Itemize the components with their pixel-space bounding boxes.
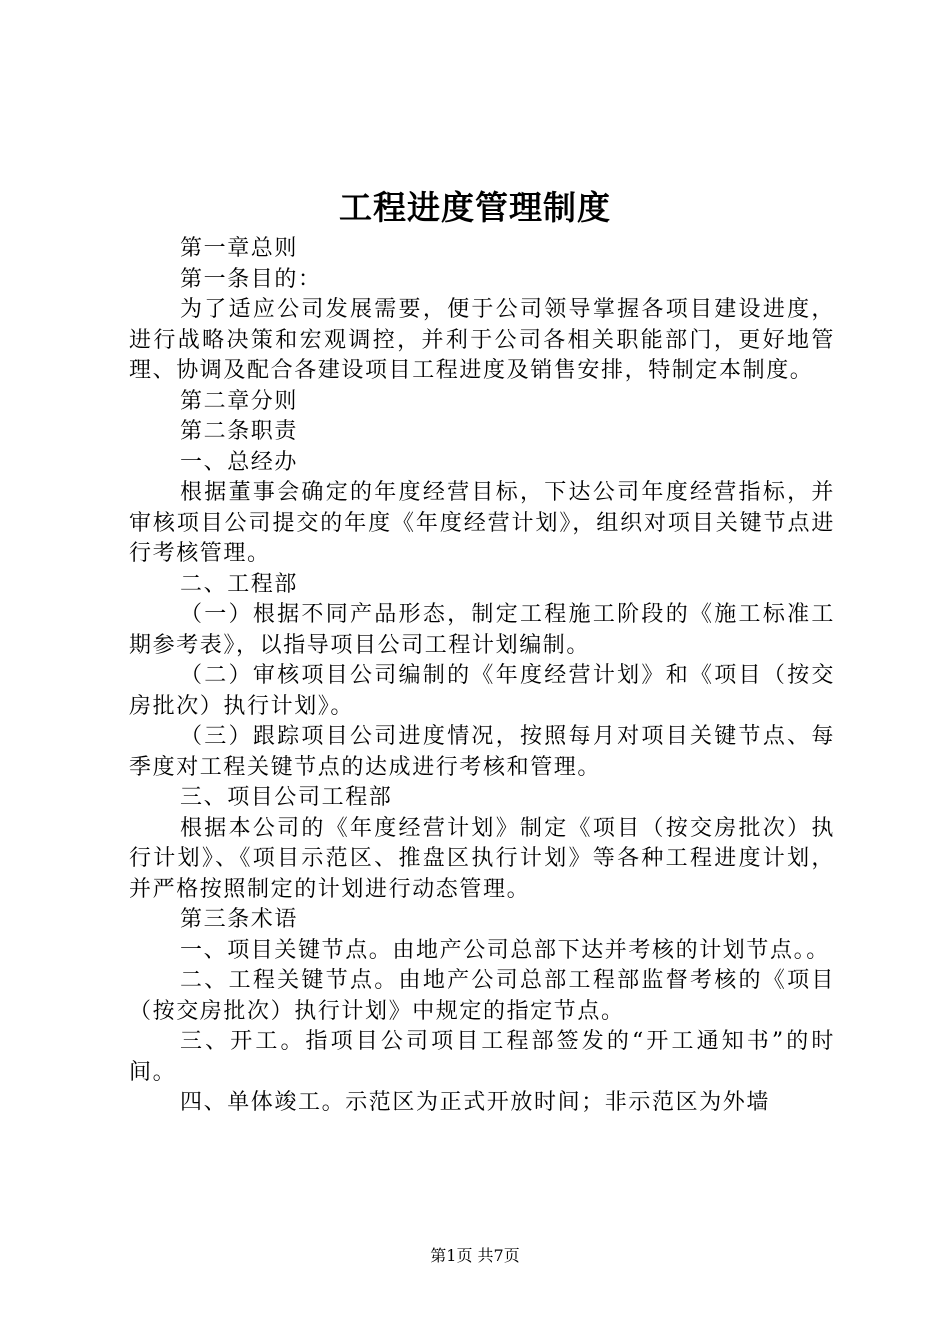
list-item: （二）审核项目公司编制的《年度经营计划》和《项目（按交房批次）执行计划》。 <box>129 663 835 719</box>
term-item: 三、开工。指项目公司项目工程部签发的“开工通知书”的时间。 <box>129 1029 835 1085</box>
section-heading: 三、项目公司工程部 <box>180 785 393 810</box>
term-item: 二、工程关键节点。由地产公司总部工程部监督考核的《项目（按交房批次）执行计划》中规定的指定节点。 <box>129 968 835 1024</box>
article-heading: 第三条术语 <box>180 907 299 932</box>
paragraph: 根据本公司的《年度经营计划》制定《项目（按交房批次）执行计划》、《项目示范区、推盘区执行计划》等各种工程进度计划，并严格按照制定的计划进行动态管理。 <box>129 815 835 902</box>
paragraph: 根据董事会确定的年度经营目标，下达公司年度经营指标，并审核项目公司提交的年度《年度经营计划》，组织对项目关键节点进行考核管理。 <box>129 480 835 566</box>
list-item: （三）跟踪项目公司进度情况，按照每月对项目关键节点、每季度对工程关键节点的达成进行考核和管理。 <box>129 724 835 780</box>
list-item: （一）根据不同产品形态，制定工程施工阶段的《施工标准工期参考表》，以指导项目公司工程计划编制。 <box>129 602 835 658</box>
chapter-heading: 第二章分则 <box>180 388 299 414</box>
document-title: 工程进度管理制度 <box>339 188 611 227</box>
document-body <box>129 234 835 1119</box>
article-heading: 第一条目的： <box>180 266 322 292</box>
term-item: 四、单体竣工。示范区为正式开放时间；非示范区为外墙 <box>180 1090 771 1115</box>
page-footer: 第1页 共7页 <box>430 1246 520 1265</box>
article-heading: 第二条职责 <box>180 419 299 444</box>
chapter-heading: 第一章总则 <box>180 236 299 261</box>
paragraph: 为了适应公司发展需要，便于公司领导掌握各项目建设进度，进行战略决策和宏观调控，并利于公司各相关职能部门，更好地管理、协调及配合各建设项目工程进度及销售安排，特制定本制度。 <box>129 297 835 383</box>
term-item: 一、项目关键节点。由地产公司总部下达并考核的计划节点。。 <box>180 937 830 963</box>
section-heading: 一、总经办 <box>180 449 299 475</box>
section-heading: 二、工程部 <box>180 571 299 597</box>
